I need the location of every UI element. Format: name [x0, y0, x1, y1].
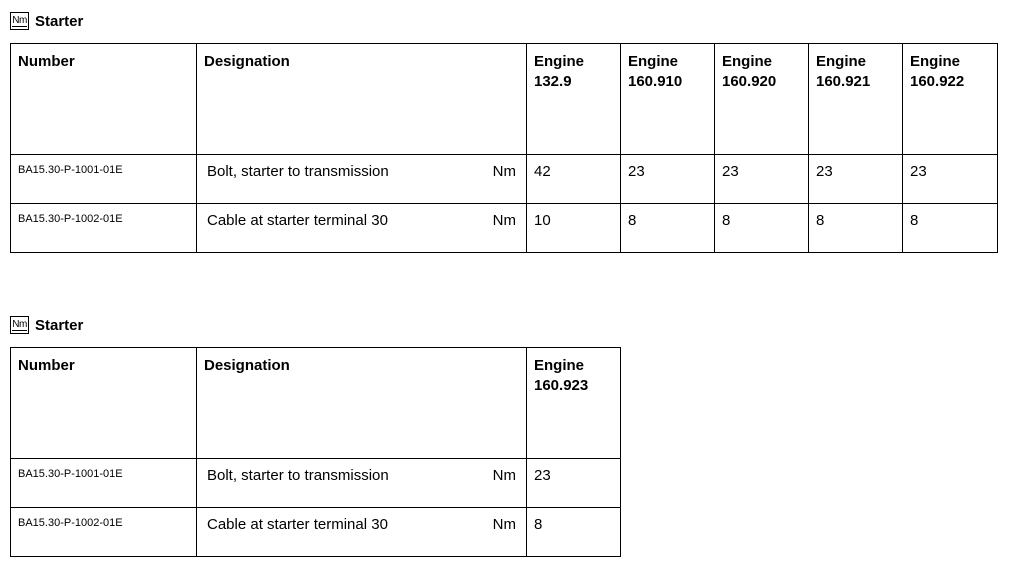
- cell-value: 8: [527, 508, 621, 557]
- cell-value: 8: [715, 204, 809, 253]
- cell-designation: Bolt, starter to transmission Nm: [197, 459, 527, 508]
- table-row: [11, 508, 621, 557]
- cell-value: 23: [527, 459, 621, 508]
- cell-value: 8: [621, 204, 715, 253]
- column-header-number: Number: [11, 348, 197, 459]
- table-row: [11, 155, 998, 204]
- column-header-designation: Designation: [197, 44, 527, 155]
- cell-value: 23: [903, 155, 998, 204]
- unit-label: Nm: [492, 516, 516, 533]
- torque-table-1: [10, 43, 998, 253]
- section-title-2: [10, 314, 83, 336]
- cell-value: 8: [903, 204, 998, 253]
- cell-number: BA15.30-P-1002-01E: [11, 508, 197, 557]
- torque-table-2: [10, 347, 621, 557]
- cell-value: 42: [527, 155, 621, 204]
- cell-number: BA15.30-P-1001-01E: [11, 155, 197, 204]
- table-header-row: [11, 44, 998, 155]
- cell-value: 23: [621, 155, 715, 204]
- column-header-engine: Engine 160.920: [715, 44, 809, 155]
- unit-label: Nm: [492, 467, 516, 484]
- section-title-text: Starter: [35, 316, 84, 334]
- column-header-engine: Engine 160.921: [809, 44, 903, 155]
- section-title-1: [10, 10, 83, 32]
- cell-designation: Bolt, starter to transmission Nm: [197, 155, 527, 204]
- table-header-row: [11, 348, 621, 459]
- table-row: [11, 204, 998, 253]
- cell-value: 23: [809, 155, 903, 204]
- cell-designation: Cable at starter terminal 30 Nm: [197, 508, 527, 557]
- section-title-text: Starter: [35, 12, 84, 30]
- torque-nm-icon: Nm: [10, 12, 29, 30]
- column-header-engine: Engine 160.910: [621, 44, 715, 155]
- cell-number: BA15.30-P-1001-01E: [11, 459, 197, 508]
- torque-nm-icon: Nm: [10, 316, 29, 334]
- cell-value: 10: [527, 204, 621, 253]
- cell-designation: Cable at starter terminal 30 Nm: [197, 204, 527, 253]
- unit-label: Nm: [492, 212, 516, 229]
- table-row: [11, 459, 621, 508]
- column-header-engine: Engine 132.9: [527, 44, 621, 155]
- column-header-designation: Designation: [197, 348, 527, 459]
- column-header-number: Number: [11, 44, 197, 155]
- cell-number: BA15.30-P-1002-01E: [11, 204, 197, 253]
- column-header-engine: Engine 160.922: [903, 44, 998, 155]
- unit-label: Nm: [492, 163, 516, 180]
- column-header-engine: Engine 160.923: [527, 348, 621, 459]
- cell-value: 23: [715, 155, 809, 204]
- cell-value: 8: [809, 204, 903, 253]
